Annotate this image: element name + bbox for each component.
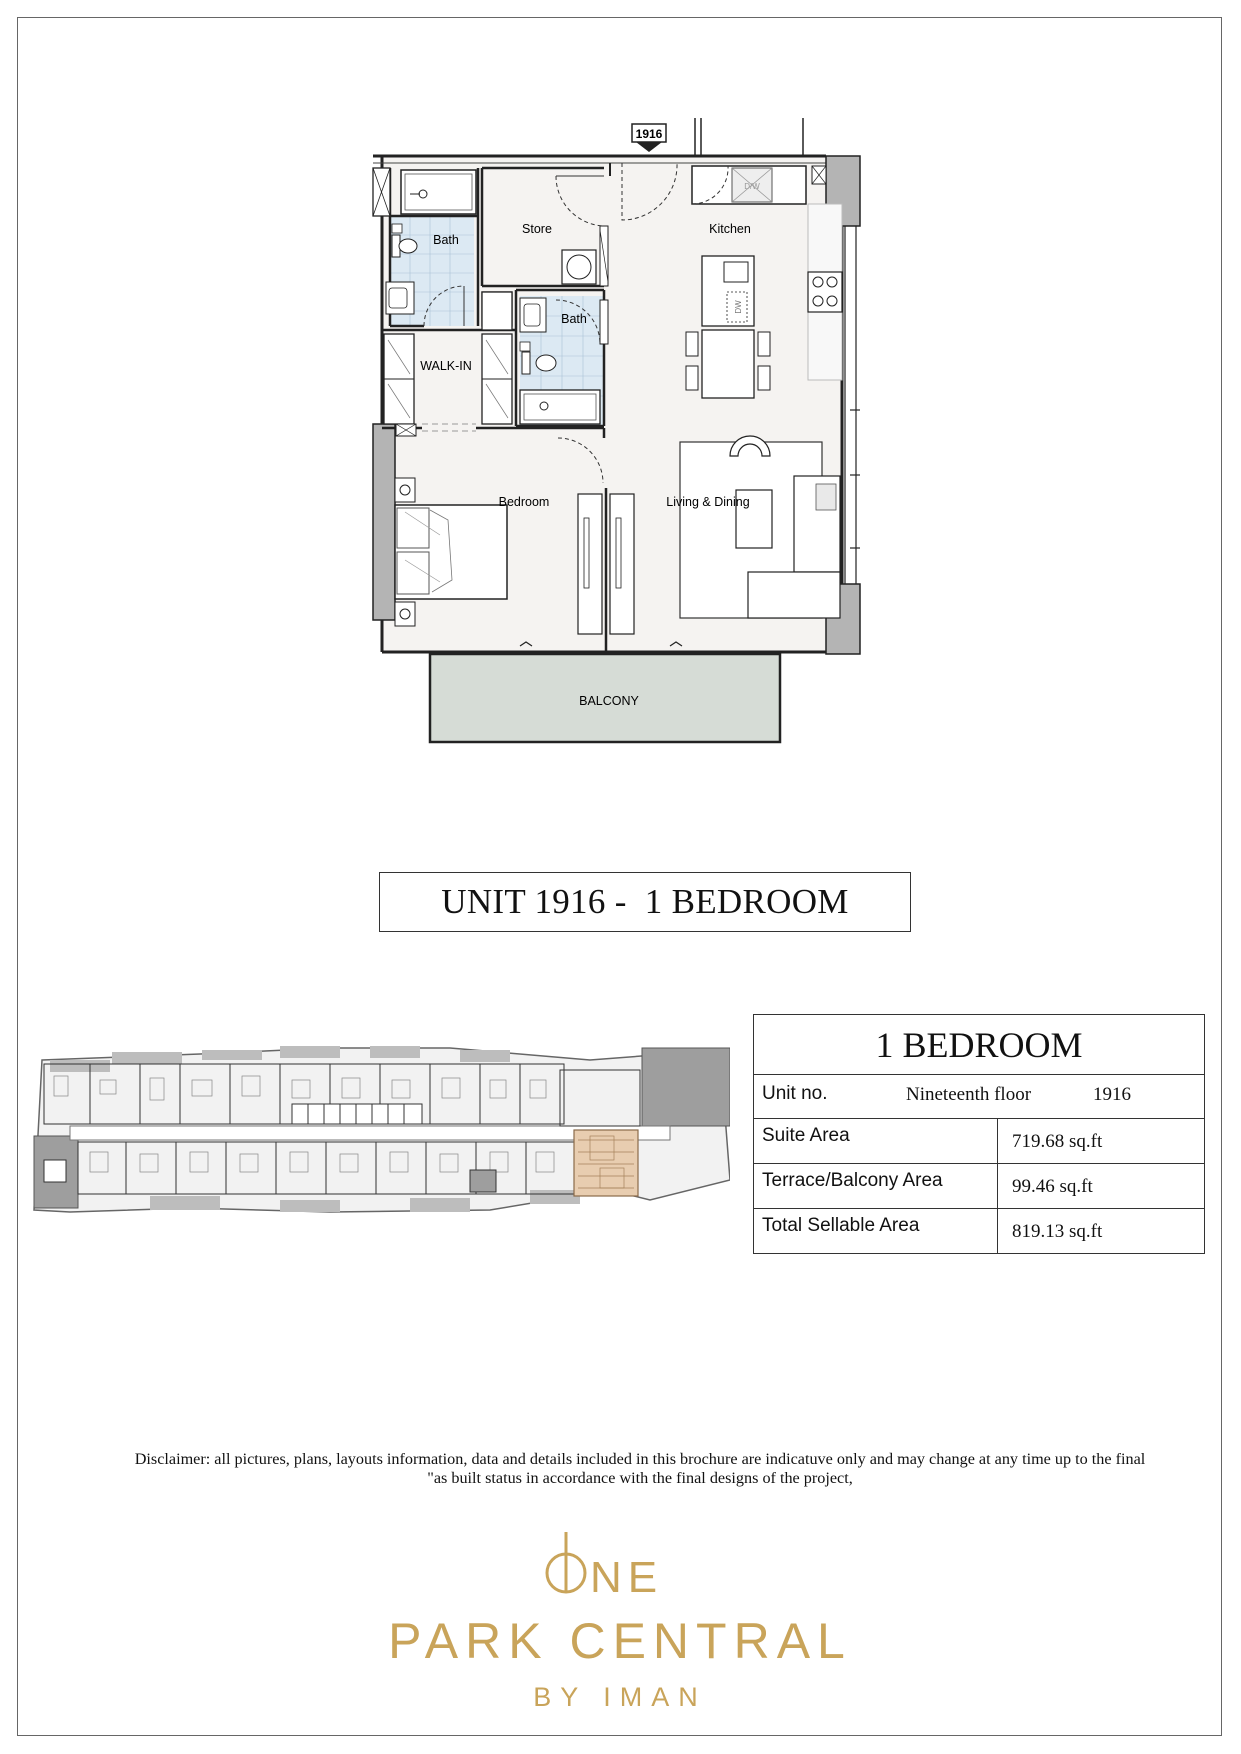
room-label-walk-in: WALK-IN (420, 359, 472, 373)
unit-tag (632, 124, 666, 152)
table-row (754, 1119, 1204, 1164)
unit-floor-plan (0, 0, 1241, 760)
room-label-store: Store (522, 222, 552, 236)
washer-dryer-label: D/W (744, 182, 760, 191)
floor-value: Nineteenth floor (906, 1084, 1032, 1105)
disclaimer-line-2: "as built status in accordance with the final designs of the project, (427, 1469, 853, 1487)
balcony-area-label: Terrace/Balcony Area (754, 1164, 998, 1208)
unit-number-value: 1916 (1093, 1084, 1131, 1105)
suite-area-label: Suite Area (754, 1119, 998, 1163)
balcony-area-value: 99.46 sq.ft (1012, 1176, 1093, 1197)
unit-no-label: Unit no. (762, 1083, 828, 1104)
logo-line-2: PARK CENTRAL (388, 1613, 852, 1669)
suite-area-value: 719.68 sq.ft (1012, 1131, 1103, 1152)
room-label-bedroom: Bedroom (498, 495, 550, 509)
info-table-heading: 1 BEDROOM (754, 1015, 1204, 1075)
logo-line-1: NE (590, 1553, 664, 1602)
room-label-bath-1: Bath (433, 233, 459, 247)
room-label-bath-2: Bath (561, 312, 587, 326)
table-row (754, 1209, 1204, 1253)
unit-title-box (379, 872, 911, 932)
column (373, 424, 395, 620)
info-table-unit-row (754, 1075, 1204, 1119)
unit-title: UNIT 1916 - 1 BEDROOM (441, 882, 849, 921)
room-label-balcony: BALCONY (579, 694, 639, 708)
room-label-living-dining: Living & Dining (666, 495, 750, 509)
dishwasher-label: DW (734, 300, 743, 314)
svg-text:1916: 1916 (635, 127, 663, 141)
one-park-central-logo (300, 1530, 940, 1720)
floor-key-plan (30, 1040, 730, 1230)
table-row (754, 1164, 1204, 1209)
logo-line-3: BY IMAN (533, 1682, 707, 1712)
room-label-kitchen: Kitchen (709, 222, 751, 236)
total-area-value: 819.13 sq.ft (1012, 1221, 1103, 1242)
disclaimer-line-1: Disclaimer: all pictures, plans, layouts information, data and details included in this brochure are indicatuve only and may change at any time up to the final (134, 1450, 1146, 1468)
disclaimer (60, 1450, 1220, 1488)
total-area-label: Total Sellable Area (754, 1209, 998, 1253)
unit-info-table (753, 1014, 1205, 1254)
